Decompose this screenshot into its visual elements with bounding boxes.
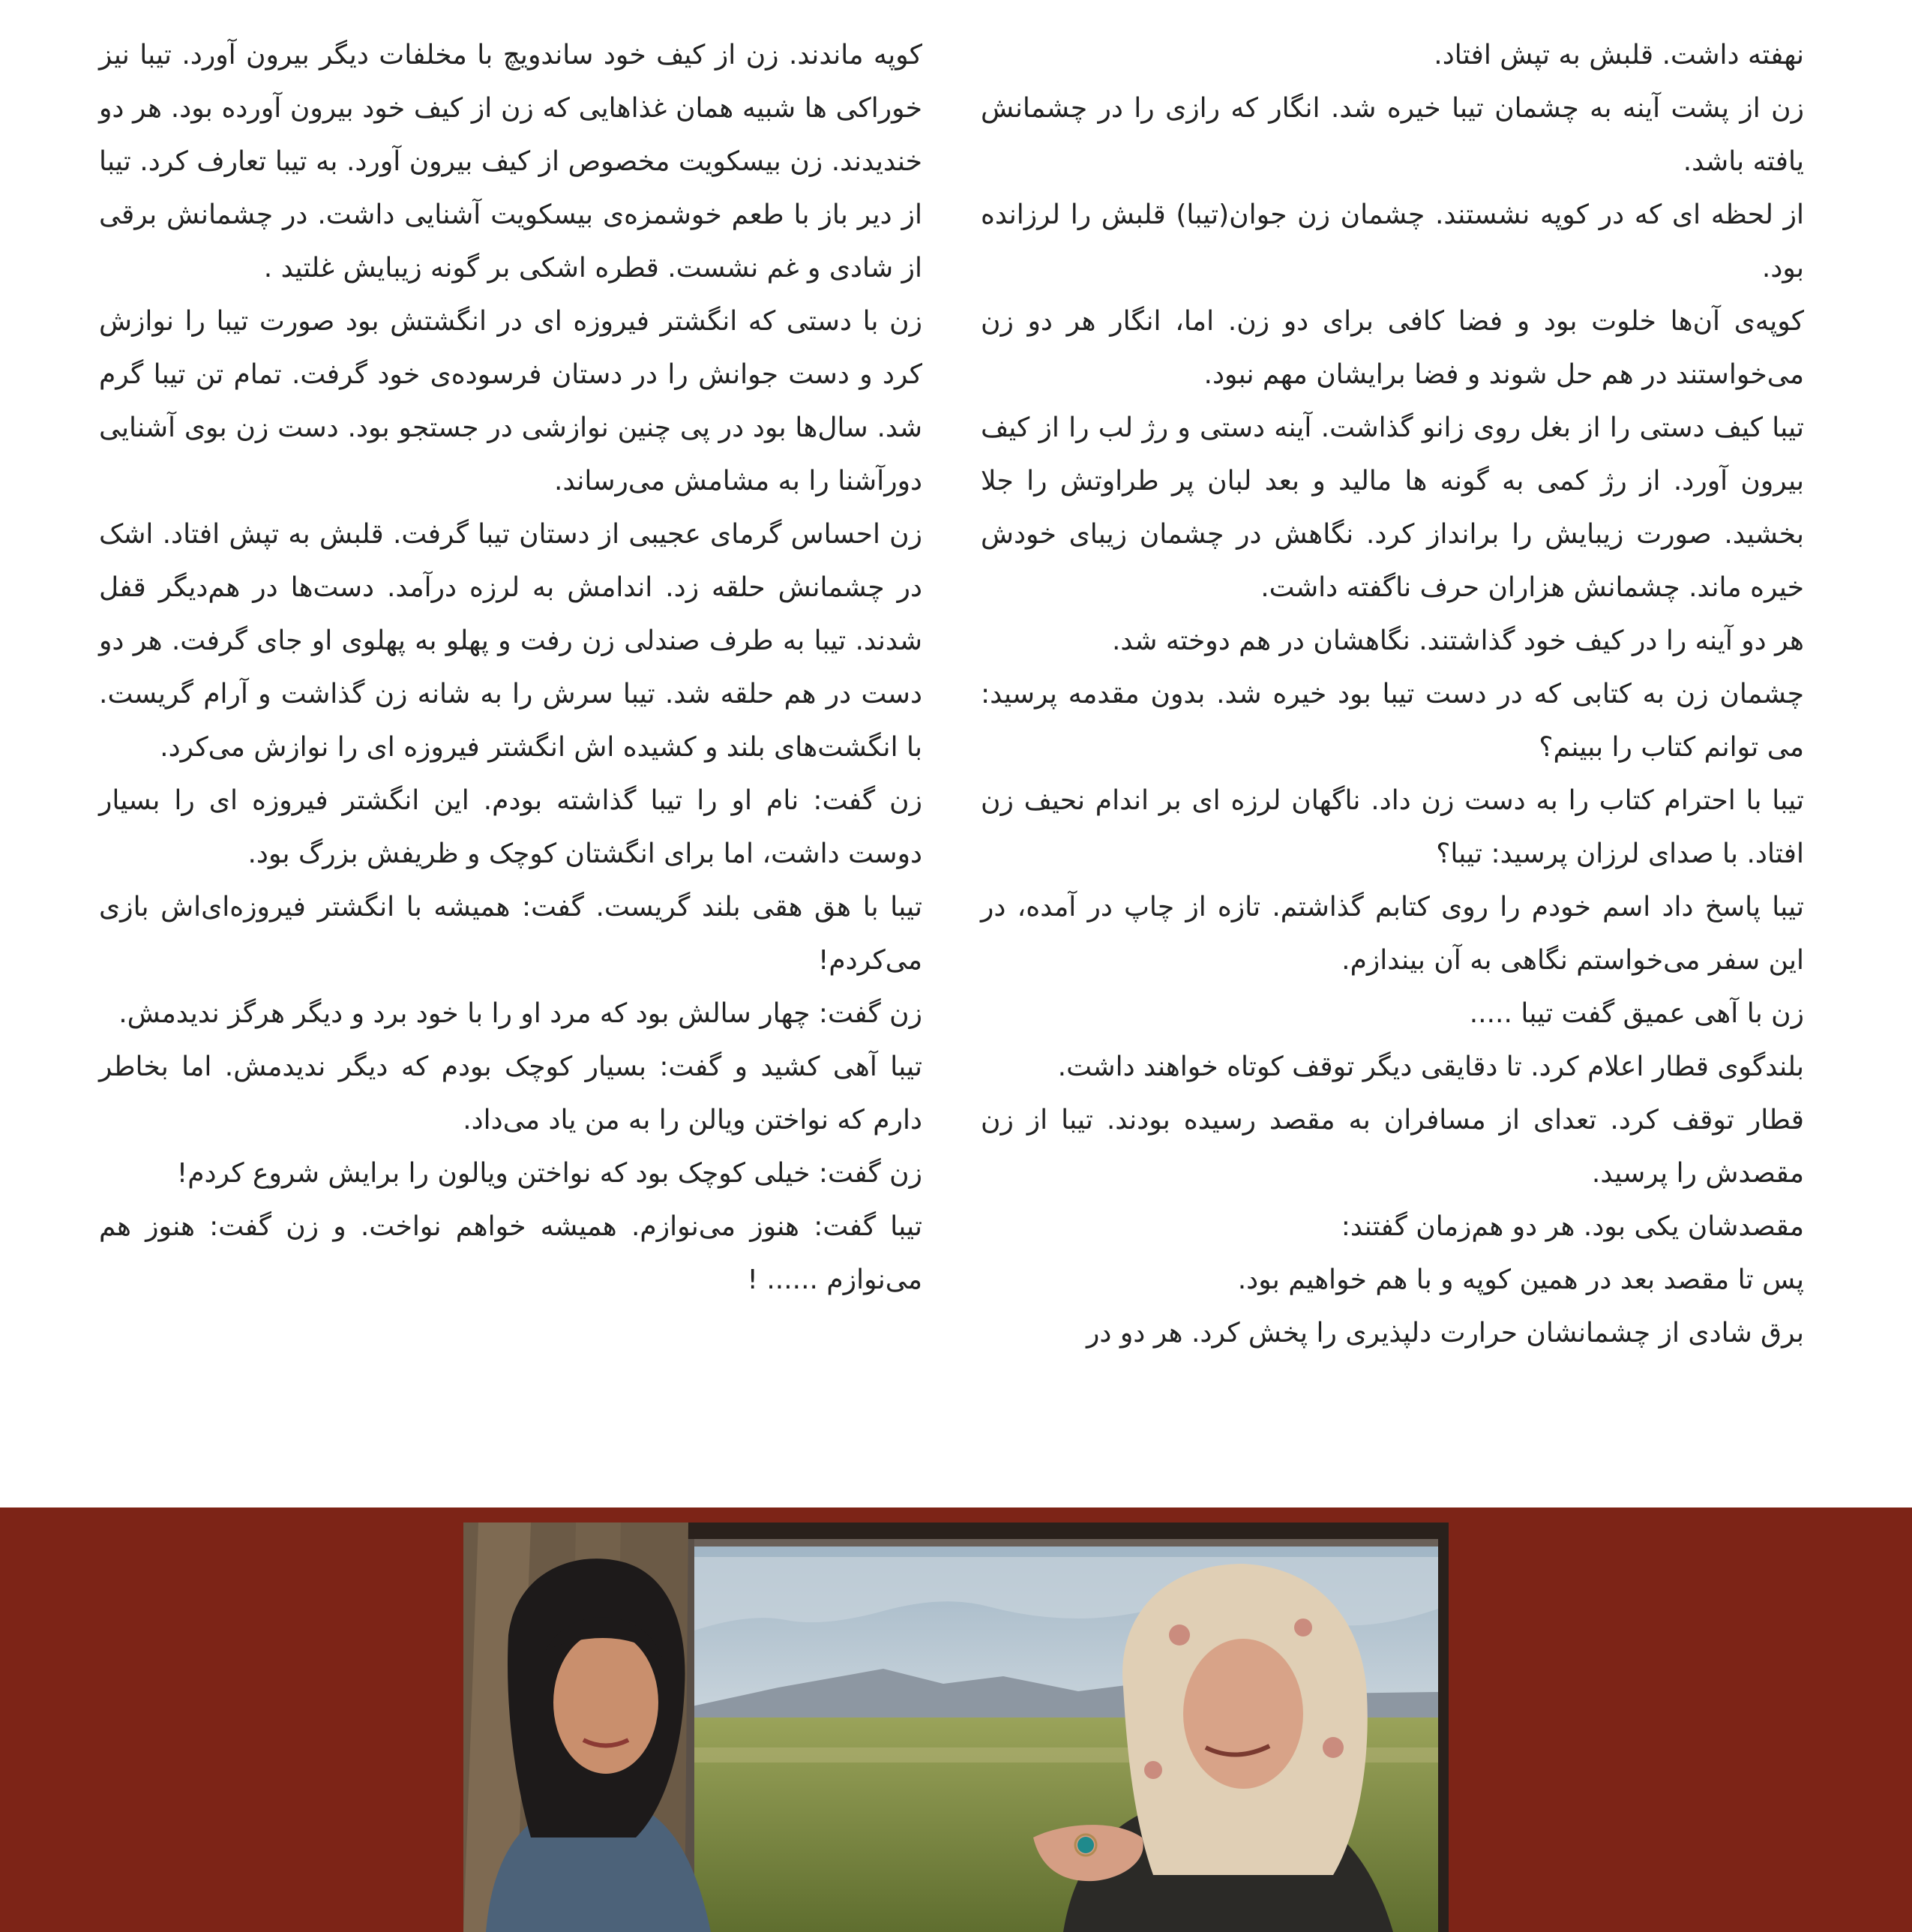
paragraph: قطار توقف کرد. تعدای از مسافران به مقصد رسیده بودند. تیبا از زن مقصدش را پرسید. xyxy=(981,1105,1804,1189)
paragraph: نهفته داشت. قلبش به تپش افتاد. xyxy=(1434,40,1804,70)
paragraph: کوپه ماندند. زن از کیف خود ساندویچ با مخلفات دیگر بیرون آورد. تیبا نیز خوراکی ها شبیه همان غذاهایی که زن از کیف خود بیرون آورده بود. هر دو خندیدند. زن بیسکویت مخصوص از کیف بیرون آورد. به تیبا تعارف کرد. تیبا از دیر باز با طعم خوشمزه‌ی بیسکویت آشنایی داشت. در چشمانش برقی از شادی و غم نشست. قطره اشکی بر گونه زیبایش غلتید . xyxy=(99,40,922,284)
paragraph: زن احساس گرمای عجیبی از دستان تیبا گرفت. قلبش به تپش افتاد. اشک در چشمانش حلقه زد. اندامش به لرزه درآمد. دست‌ها در هم‌دیگر قفل شدند. تیبا به طرف صندلی زن رفت و پهلو به پهلوی او جای گرفت. هر دو دست در هم حلقه شد. تیبا سرش را به شانه زن گذاشت و آرام گریست. با انگشت‌های بلند و کشیده اش انگشتر فیروزه ای را نوازش می‌کرد. xyxy=(99,519,922,763)
paragraph: تیبا با هق هقی بلند گریست. گفت: همیشه با انگشتر فیروزه‌ای‌اش بازی می‌کردم! xyxy=(99,892,922,976)
paragraph: بلندگوی قطار اعلام کرد. تا دقایقی دیگر توقف کوتاه خواهند داشت. xyxy=(1057,1052,1804,1082)
paragraph: کوپه‌ی آن‌ها خلوت بود و فضا کافی برای دو زن. اما، انگار هر دو زن می‌خواستند در هم حل شوند و فضا برایشان مهم نبود. xyxy=(981,306,1804,390)
paragraph: تیبا با احترام کتاب را به دست زن داد. ناگهان لرزه ای بر اندام نحیف زن افتاد. با صدای لرزان پرسید: تیبا؟ xyxy=(981,785,1804,869)
paragraph: برق شادی از چشمانشان حرارت دلپذیری را پخش کرد. هر دو در xyxy=(1086,1318,1804,1348)
paragraph: تیبا آهی کشید و گفت: بسیار کوچک بودم که دیگر ندیدمش. اما بخاطر دارم که نواختن ویالن را به من یاد می‌داد. xyxy=(99,1052,922,1136)
paragraph: چشمان زن به کتابی که در دست تیبا بود خیره شد. بدون مقدمه پرسید: می توانم کتاب را ببینم؟ xyxy=(981,679,1804,763)
paragraph: تیبا کیف دستی را از بغل روی زانو گذاشت. آینه دستی و رژ لب را از کیف بیرون آورد. از رژ کمی به گونه ها مالید و بعد لبان پر طراوتش را جلا بخشید. صورت زیبایش را برانداز کرد. نگاهش در چشمان زیبای خودش خیره ماند. چشمانش هزاران حرف ناگفته داشت. xyxy=(981,412,1804,603)
article-column-right xyxy=(981,28,1804,1360)
paragraph: زن از پشت آینه به چشمان تیبا خیره شد. انگار که رازی را در چشمانش یافته باشد. xyxy=(981,93,1804,177)
train-photo xyxy=(463,1522,1449,1932)
paragraph: زن گفت: چهار سالش بود که مرد او را با خود برد و دیگر هرگز ندیدمش. xyxy=(118,998,922,1029)
paragraph: زن با دستی که انگشتر فیروزه ای در انگشتش بود صورت تیبا را نوازش کرد و دست جوانش را در دستان فرسوده‌ی خود گرفت. تمام تن تیبا گرم شد. سال‌ها بود در پی چنین نوازشی در جستجو بود. دست زن بوی آشنایی دورآشنا را به مشامش می‌رساند. xyxy=(99,306,922,496)
paragraph: تیبا گفت: هنوز می‌نوازم. همیشه خواهم نواخت. و زن گفت: هنوز هم می‌نوازم ...... ! xyxy=(99,1211,922,1295)
paragraph: مقصدشان یکی بود. هر دو هم‌زمان گفتند: xyxy=(1341,1211,1804,1242)
paragraph: پس تا مقصد بعد در همین کوپه و با هم خواهیم بود. xyxy=(1237,1264,1804,1295)
paragraph: از لحظه ای که در کوپه نشستند. چشمان زن جوان(تیبا) قلبش را لرزانده بود. xyxy=(981,200,1804,284)
article-column-left xyxy=(99,28,922,1306)
paragraph: هر دو آینه را در کیف خود گذاشتند. نگاهشان در هم دوخته شد. xyxy=(1111,626,1804,656)
paragraph: زن گفت: خیلی کوچک بود که نواختن ویالون را برایش شروع کردم! xyxy=(176,1158,922,1189)
paragraph: زن با آهی عمیق گفت تیبا ..... xyxy=(1469,998,1804,1029)
paragraph: زن گفت: نام او را تیبا گذاشته بودم. این انگشتر فیروزه ای را بسیار دوست داشت، اما برای انگشتان کوچک و ظریفش بزرگ بود. xyxy=(99,785,922,869)
paragraph: تیبا پاسخ داد اسم خودم را روی کتابم گذاشتم. تازه از چاپ در آمده، در این سفر می‌خواستم نگاهی به آن بیندازم. xyxy=(981,892,1804,976)
